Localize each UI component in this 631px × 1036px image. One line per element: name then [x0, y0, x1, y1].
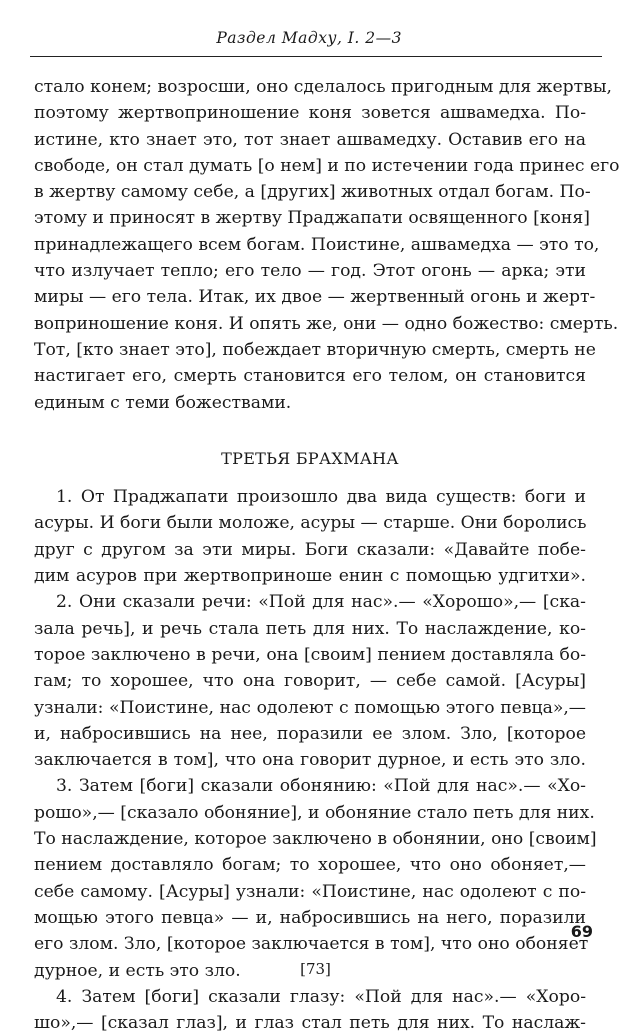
text-line: истине, кто знает это, тот знает ашвамедху. Оставив его на — [34, 129, 586, 150]
text-line: асуры. И боги были моложе, асуры — старше. Они боролись — [34, 513, 587, 534]
scan-page-number: [73] — [300, 960, 331, 978]
text-line: миры — его тела. Итак, их двое — жертвенный огонь и жерт- — [34, 287, 596, 308]
text-line: Тот, [кто знает это], побеждает вторичную смерть, смерть не — [34, 339, 596, 360]
text-line: себе самому. [Асуры] узнали: «Поистине, нас одолеют с по- — [34, 881, 586, 902]
text-line: 4. Затем [боги] сказали глазу: «Пой для нас».— «Хоро- — [56, 986, 586, 1007]
running-title: Раздел Мадху, I. 2—3 — [216, 29, 402, 47]
text-line: в жертву самому себе, а [других] животных отдал богам. По- — [34, 182, 591, 203]
text-line: пением доставляло богам; то хорошее, что оно обоняет,— — [34, 855, 586, 876]
verse-4 — [34, 984, 586, 1036]
text-line: этому и приносят в жертву Праджапати освященного [коня] — [34, 208, 590, 229]
text-line: единым с теми божествами. — [34, 392, 292, 413]
text-line: воприношение коня. И опять же, они — одно божество: смерть. — [34, 313, 619, 334]
page-number: 69 — [570, 922, 593, 941]
text-line: 2. Они сказали речи: «Пой для нас».— «Хорошо»,— [ска- — [56, 592, 586, 613]
text-line: друг с другом за эти миры. Боги сказали: «Давайте побе- — [34, 539, 586, 560]
verse-1 — [34, 484, 586, 589]
text-line: принадлежащего всем богам. Поистине, ашвамедха — это то, — [34, 234, 600, 255]
text-line: и, набросившись на нее, поразили ее злом. Зло, [которое — [34, 723, 586, 744]
verse-3 — [34, 773, 597, 983]
text-line: 3. Затем [боги] сказали обонянию: «Пой для нас».— «Хо- — [56, 776, 586, 797]
paragraph-continuation — [34, 74, 620, 416]
text-line: настигает его, смерть становится его телом, он становится — [34, 366, 586, 387]
header-rule — [30, 56, 602, 57]
text-line: шо»,— [сказал глаз], и глаз стал петь для них. То наслаж- — [34, 1013, 586, 1034]
text-line: дурное, и есть это зло. — [34, 960, 241, 981]
text-line: То наслаждение, которое заключено в обонянии, оно [своим] — [34, 829, 597, 850]
text-line: его злом. Зло, [которое заключается в том], что оно обоняет — [34, 934, 589, 955]
text-line: гам; то хорошее, что она говорит, — себе самой. [Асуры] — [34, 671, 586, 692]
text-line: торое заключено в речи, она [своим] пением доставляла бо- — [34, 644, 586, 665]
text-line: поэтому жертвоприношение коня зовется ашвамедха. По- — [34, 103, 586, 124]
text-line: свободе, он стал думать [о нем] и по истечении года принес его — [34, 155, 620, 176]
text-line: дим асуров при жертвоприноше енин с помощью удгитхи». — [34, 566, 586, 587]
text-line: узнали: «Поистине, нас одолеют с помощью этого певца»,— — [34, 697, 586, 718]
running-header — [30, 28, 602, 47]
text-line: заключается в том], что она говорит дурное, и есть это зло. — [34, 750, 586, 771]
text-line: стало конем; возросши, оно сделалось пригодным для жертвы, — [34, 77, 612, 97]
text-line: рошо»,— [сказало обоняние], и обоняние стало петь для них. — [34, 802, 595, 823]
page-body — [34, 74, 620, 1036]
text-line: зала речь], и речь стала петь для них. То наслаждение, ко- — [34, 618, 586, 639]
text-line: мощью этого певца» — и, набросившись на него, поразили — [34, 907, 586, 928]
text-line: 1. От Праджапати произошло два вида существ: боги и — [56, 487, 586, 508]
verse-2 — [34, 589, 586, 773]
section-title: ТРЕТЬЯ БРАХМАНА — [221, 448, 399, 468]
text-line: что излучает тепло; его тело — год. Этот огонь — арка; эти — [34, 261, 586, 282]
